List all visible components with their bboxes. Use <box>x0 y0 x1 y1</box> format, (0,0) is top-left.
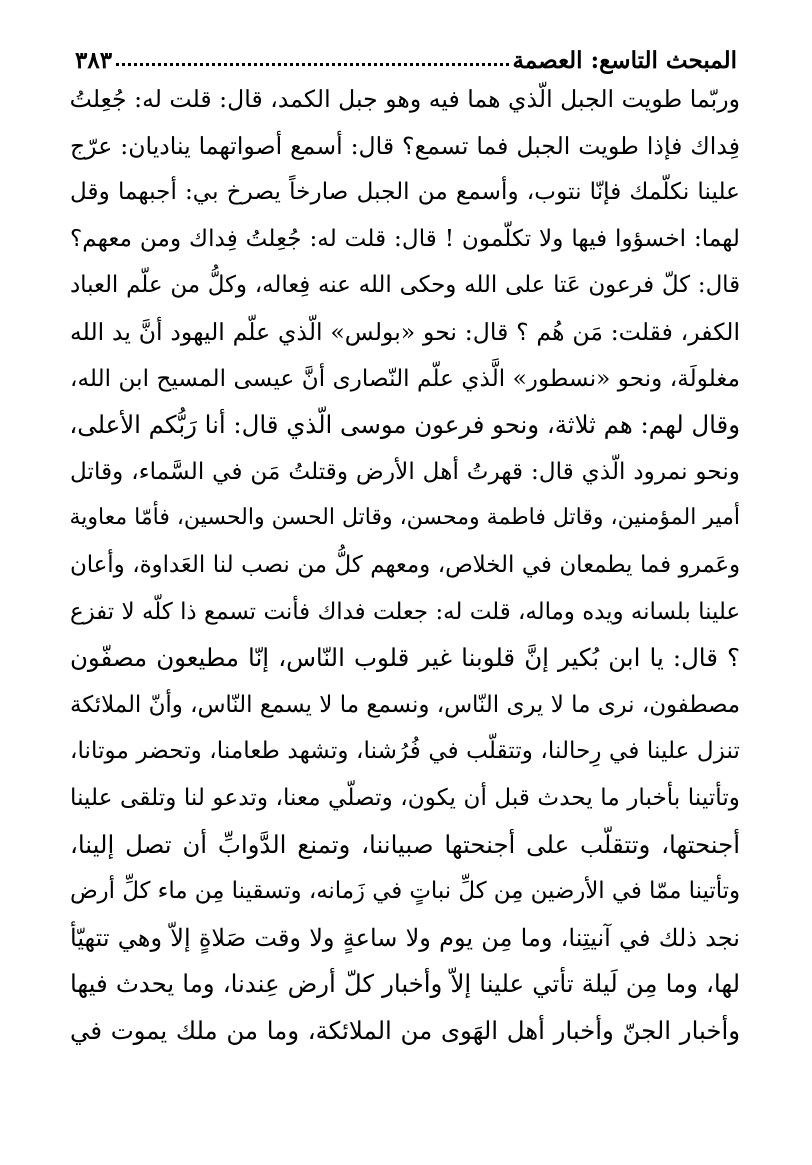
text-line: مغلولَة، ونحو «نسطور» الَّذي علّم النّصارى أنَّ عيسى المسيح ابن الله، <box>70 364 740 392</box>
text-line: علينا نكلّمك فإنّا نتوب، وأسمع من الجبل صارخاً يصرخ بي: أجبهما وقل <box>70 178 740 206</box>
page-number: ٣٨٣ <box>75 47 113 74</box>
text-line: أجنحتها، وتتقلّب على أجنحتها صبياننا، وتمنع الدَّوابِّ أن تصل إلينا، <box>70 829 740 859</box>
text-line: ونحو نمرود الّذي قال: قهرتُ أهل الأرض وقتلتُ مَن في السَّماء، وقاتل <box>70 457 740 485</box>
dotted-leader <box>116 63 508 66</box>
text-line: أمير المؤمنين، وقاتل فاطمة ومحسن، وقاتل الحسن والحسين، فأمّا معاوية <box>69 505 740 531</box>
text-line: لهما: اخسؤوا فيها ولا تكلّمون ! قال: قلت له: جُعِلتُ فِداك ومن معهم؟ <box>70 224 740 252</box>
text-line: فِداك فإذا طويت الجبل فما تسمع؟ قال: أسمع أصواتهما يناديان: عرّج <box>70 131 740 160</box>
text-line: وتأتينا بأخبار ما يحدث قبل أن يكون، وتصلّي معنا، وتدعو لنا وتلقى علينا <box>70 783 740 811</box>
text-line: وربّما طويت الجبل الّذي هما فيه وهو جبل الكمد، قال: قلت له: جُعِلتُ <box>69 85 740 113</box>
text-line: الكفر، فقلت: مَن هُم ؟ قال: نحو «بولس» الّذي علّم اليهود أنَّ يد الله <box>70 317 740 346</box>
text-line: مصطفون، نرى ما لا يرى النّاس، ونسمع ما لا يسمع النّاس، وأنّ الملائكة <box>70 691 740 718</box>
section-title: المبحث التاسع: العصمة <box>512 47 737 74</box>
text-line: وعَمرو فما يطمعان في الخلاص، ومعهم كلُّ من نصب لنا العَداوة، وأعان <box>70 551 740 578</box>
text-line: تنزل علينا في رِحالنا، وتتقلّب في فُرُشنا، وتشهد طعامنا، وتحضر موتانا، <box>70 737 740 765</box>
running-header <box>75 38 737 74</box>
text-line: وتأتينا ممّا في الأرضين مِن كلِّ نباتٍ في زَمانه، وتسقينا مِن ماء كلِّ أرض <box>70 878 740 905</box>
text-line: وأخبار الجنّ وأخبار أهل الهَوى من الملائكة، وما من ملك يموت في <box>70 1015 740 1045</box>
text-line: ؟ قال: يا ابن بُكير إنَّ قلوبنا غير قلوب النّاس، إنّا مطيعون مصفّون <box>70 643 740 673</box>
text-line: لها، وما مِن لَيلة تأتي علينا إلاّ وأخبار كلّ أرض عِندنا، وما يحدث فيها <box>70 969 740 999</box>
text-line: وقال لهم: هم ثلاثة، ونحو فرعون موسى الّذي قال: أنا رَبُّكم الأعلى، <box>69 410 740 440</box>
text-line: قال: كلّ فرعون عَتا على الله وحكى الله عنه فِعاله، وكلُّ من علّم العباد <box>70 272 740 299</box>
text-line: نجد ذلك في آنيتِنا، وما مِن يوم ولا ساعةٍ ولا وقت صَلاةٍ إلاّ وهي تتهيّأ <box>70 923 740 952</box>
body-text <box>70 76 740 1054</box>
text-line: علينا بلسانه ويده وماله، قلت له: جعلت فداك فأنت تسمع ذا كلّه لا تفزع <box>70 598 740 625</box>
